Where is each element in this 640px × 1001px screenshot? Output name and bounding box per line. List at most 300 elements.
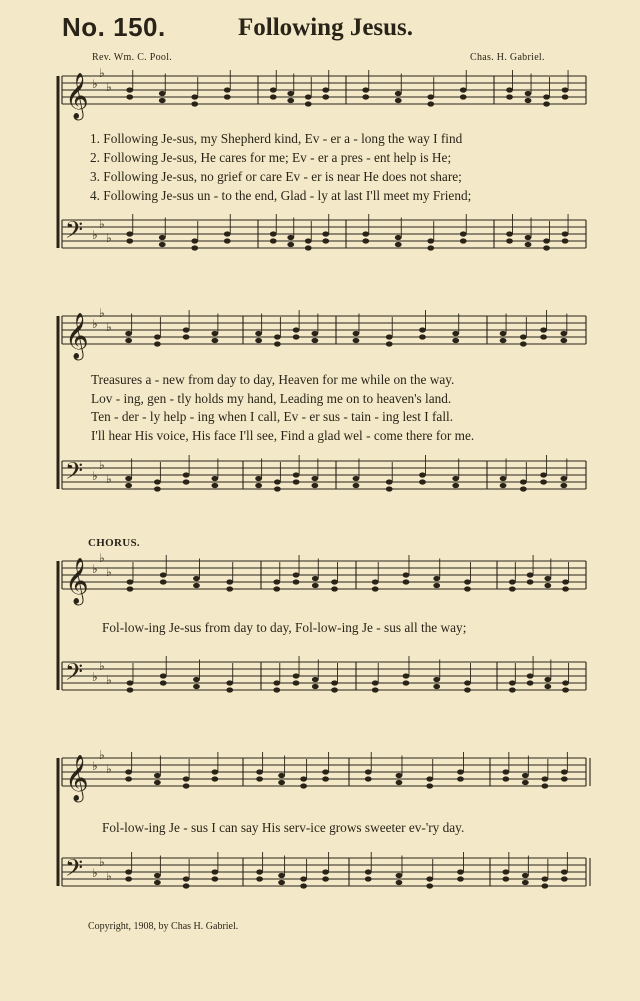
notehead bbox=[312, 684, 319, 689]
notehead bbox=[562, 586, 569, 591]
notehead bbox=[312, 677, 319, 682]
notehead bbox=[255, 483, 262, 488]
notehead bbox=[426, 776, 433, 781]
notehead bbox=[562, 87, 569, 92]
notehead bbox=[522, 873, 529, 878]
notehead bbox=[460, 231, 467, 236]
notehead bbox=[273, 579, 280, 584]
treble-clef-icon: 𝄞 bbox=[65, 73, 89, 119]
notehead bbox=[191, 101, 198, 106]
notehead bbox=[353, 483, 360, 488]
notehead bbox=[506, 231, 513, 236]
notehead bbox=[527, 673, 534, 678]
treble-clef-icon: 𝄞 bbox=[65, 313, 89, 359]
notehead bbox=[365, 769, 372, 774]
flat-icon: ♭ bbox=[92, 562, 98, 576]
notehead bbox=[154, 880, 161, 885]
notehead bbox=[427, 245, 434, 250]
notehead bbox=[287, 242, 294, 247]
bass-clef-icon: 𝄢 bbox=[65, 216, 84, 249]
notehead bbox=[160, 673, 167, 678]
notehead bbox=[183, 479, 190, 484]
flat-icon: ♭ bbox=[106, 320, 112, 334]
notehead bbox=[452, 483, 459, 488]
notehead bbox=[522, 773, 529, 778]
flat-icon: ♭ bbox=[92, 317, 98, 331]
notehead bbox=[540, 327, 547, 332]
notehead bbox=[353, 476, 360, 481]
notehead bbox=[396, 880, 403, 885]
notehead bbox=[520, 334, 527, 339]
verse-1-line-a: 1. Following Je-sus, my Shepherd kind, Ev - er a - long the way I find bbox=[90, 131, 463, 146]
notehead bbox=[457, 869, 464, 874]
notehead bbox=[160, 572, 167, 577]
notehead bbox=[509, 586, 516, 591]
notehead bbox=[362, 231, 369, 236]
notehead bbox=[127, 680, 134, 685]
notehead bbox=[502, 769, 509, 774]
notehead bbox=[293, 572, 300, 577]
notehead bbox=[560, 331, 567, 336]
bass-clef-icon: 𝄢 bbox=[65, 854, 84, 887]
notehead bbox=[331, 680, 338, 685]
notehead bbox=[331, 586, 338, 591]
notehead bbox=[159, 242, 166, 247]
chorus-line-2: Fol-low-ing Je - sus I can say His serv-ice grows sweeter ev-'ry day. bbox=[102, 820, 465, 835]
notehead bbox=[278, 880, 285, 885]
notehead bbox=[365, 776, 372, 781]
notehead bbox=[183, 876, 190, 881]
notehead bbox=[500, 331, 507, 336]
notehead bbox=[211, 483, 218, 488]
notehead bbox=[287, 98, 294, 103]
notehead bbox=[322, 231, 329, 236]
notehead bbox=[211, 869, 218, 874]
notehead bbox=[226, 687, 233, 692]
notehead bbox=[270, 94, 277, 99]
notehead bbox=[322, 87, 329, 92]
notehead bbox=[427, 101, 434, 106]
notehead bbox=[312, 583, 319, 588]
notehead bbox=[362, 238, 369, 243]
notehead bbox=[305, 94, 312, 99]
notehead bbox=[256, 869, 263, 874]
notehead bbox=[509, 680, 516, 685]
flat-icon: ♭ bbox=[99, 748, 105, 762]
treble-clef-icon: 𝄞 bbox=[65, 755, 89, 801]
notehead bbox=[159, 98, 166, 103]
notehead bbox=[160, 680, 167, 685]
notehead bbox=[561, 876, 568, 881]
notehead bbox=[126, 231, 133, 236]
notehead bbox=[191, 245, 198, 250]
notehead bbox=[372, 579, 379, 584]
notehead bbox=[331, 687, 338, 692]
notehead bbox=[520, 479, 527, 484]
flat-icon: ♭ bbox=[99, 306, 105, 320]
notehead bbox=[562, 687, 569, 692]
notehead bbox=[544, 583, 551, 588]
notehead bbox=[331, 579, 338, 584]
notehead bbox=[183, 327, 190, 332]
notehead bbox=[154, 780, 161, 785]
flat-icon: ♭ bbox=[106, 762, 112, 776]
notehead bbox=[256, 776, 263, 781]
notehead bbox=[311, 338, 318, 343]
flat-icon: ♭ bbox=[92, 759, 98, 773]
verse-3-line-b: Ten - der - ly help - ing when I call, Ev - er sus - tain - ing lest I fall. bbox=[91, 409, 454, 424]
notehead bbox=[460, 238, 467, 243]
notehead bbox=[403, 579, 410, 584]
notehead bbox=[427, 94, 434, 99]
notehead bbox=[541, 776, 548, 781]
notehead bbox=[457, 769, 464, 774]
notehead bbox=[544, 576, 551, 581]
notehead bbox=[362, 87, 369, 92]
notehead bbox=[293, 334, 300, 339]
notehead bbox=[226, 586, 233, 591]
notehead bbox=[305, 238, 312, 243]
notehead bbox=[525, 242, 532, 247]
notehead bbox=[183, 883, 190, 888]
notehead bbox=[293, 579, 300, 584]
notehead bbox=[362, 94, 369, 99]
flat-icon: ♭ bbox=[106, 869, 112, 883]
notehead bbox=[226, 680, 233, 685]
notehead bbox=[125, 331, 132, 336]
notehead bbox=[273, 680, 280, 685]
notehead bbox=[543, 94, 550, 99]
notehead bbox=[183, 334, 190, 339]
notehead bbox=[540, 472, 547, 477]
flat-icon: ♭ bbox=[92, 670, 98, 684]
notehead bbox=[305, 245, 312, 250]
notehead bbox=[322, 769, 329, 774]
notehead bbox=[183, 783, 190, 788]
notehead bbox=[311, 331, 318, 336]
notehead bbox=[426, 876, 433, 881]
notehead bbox=[293, 327, 300, 332]
notehead bbox=[396, 873, 403, 878]
notehead bbox=[211, 338, 218, 343]
notehead bbox=[543, 101, 550, 106]
notehead bbox=[211, 776, 218, 781]
notehead bbox=[372, 687, 379, 692]
notehead bbox=[561, 776, 568, 781]
notehead bbox=[527, 579, 534, 584]
hymn-title: Following Jesus. bbox=[238, 14, 414, 41]
flat-icon: ♭ bbox=[99, 551, 105, 565]
flat-icon: ♭ bbox=[99, 855, 105, 869]
notehead bbox=[464, 680, 471, 685]
notehead bbox=[506, 238, 513, 243]
verse-4-line-b: I'll hear His voice, His face I'll see, Find a glad wel - come there for me. bbox=[91, 428, 475, 443]
notehead bbox=[255, 331, 262, 336]
notehead bbox=[365, 876, 372, 881]
notehead bbox=[403, 572, 410, 577]
notehead bbox=[433, 583, 440, 588]
notehead bbox=[522, 780, 529, 785]
verse-2-line-a: 2. Following Je-sus, He cares for me; Ev - er a pres - ent help is He; bbox=[90, 150, 452, 165]
flat-icon: ♭ bbox=[106, 472, 112, 486]
notehead bbox=[464, 586, 471, 591]
notehead bbox=[127, 586, 134, 591]
notehead bbox=[386, 334, 393, 339]
notehead bbox=[386, 341, 393, 346]
notehead bbox=[500, 338, 507, 343]
flat-icon: ♭ bbox=[92, 228, 98, 242]
verse-1-line-b: Treasures a - new from day to day, Heaven for me while on the way. bbox=[91, 372, 455, 387]
notehead bbox=[395, 98, 402, 103]
notehead bbox=[211, 769, 218, 774]
notehead bbox=[270, 238, 277, 243]
flat-icon: ♭ bbox=[99, 458, 105, 472]
copyright-notice: Copyright, 1908, by Chas H. Gabriel. bbox=[88, 921, 239, 932]
notehead bbox=[433, 677, 440, 682]
notehead bbox=[226, 579, 233, 584]
notehead bbox=[300, 783, 307, 788]
notehead bbox=[322, 94, 329, 99]
notehead bbox=[126, 87, 133, 92]
notehead bbox=[395, 242, 402, 247]
notehead bbox=[562, 680, 569, 685]
notehead bbox=[255, 338, 262, 343]
flat-icon: ♭ bbox=[106, 231, 112, 245]
notehead bbox=[287, 235, 294, 240]
notehead bbox=[395, 91, 402, 96]
notehead bbox=[541, 783, 548, 788]
chorus-label: CHORUS. bbox=[88, 537, 140, 549]
notehead bbox=[274, 341, 281, 346]
notehead bbox=[452, 331, 459, 336]
notehead bbox=[527, 572, 534, 577]
notehead bbox=[506, 87, 513, 92]
notehead bbox=[460, 94, 467, 99]
verse-3-line-a: 3. Following Je-sus, no grief or care Ev - er is near He does not share; bbox=[90, 169, 462, 184]
notehead bbox=[193, 576, 200, 581]
notehead bbox=[125, 776, 132, 781]
notehead bbox=[457, 776, 464, 781]
notehead bbox=[278, 773, 285, 778]
flat-icon: ♭ bbox=[106, 80, 112, 94]
notehead bbox=[273, 586, 280, 591]
notehead bbox=[452, 476, 459, 481]
notehead bbox=[502, 776, 509, 781]
notehead bbox=[419, 472, 426, 477]
notehead bbox=[191, 238, 198, 243]
notehead bbox=[125, 769, 132, 774]
notehead bbox=[126, 238, 133, 243]
notehead bbox=[224, 94, 231, 99]
notehead bbox=[211, 876, 218, 881]
notehead bbox=[293, 673, 300, 678]
notehead bbox=[154, 773, 161, 778]
notehead bbox=[560, 483, 567, 488]
notehead bbox=[509, 687, 516, 692]
notehead bbox=[419, 334, 426, 339]
notehead bbox=[154, 486, 161, 491]
notehead bbox=[193, 583, 200, 588]
lyricist-credit: Rev. Wm. C. Pool. bbox=[92, 52, 173, 63]
notehead bbox=[125, 876, 132, 881]
notehead bbox=[125, 869, 132, 874]
notehead bbox=[525, 235, 532, 240]
notehead bbox=[502, 869, 509, 874]
notehead bbox=[502, 876, 509, 881]
notehead bbox=[372, 586, 379, 591]
notehead bbox=[561, 869, 568, 874]
notehead bbox=[426, 783, 433, 788]
notehead bbox=[211, 331, 218, 336]
notehead bbox=[544, 677, 551, 682]
flat-icon: ♭ bbox=[99, 217, 105, 231]
notehead bbox=[160, 579, 167, 584]
notehead bbox=[520, 486, 527, 491]
notehead bbox=[457, 876, 464, 881]
notehead bbox=[300, 876, 307, 881]
notehead bbox=[191, 94, 198, 99]
notehead bbox=[543, 238, 550, 243]
notehead bbox=[386, 486, 393, 491]
notehead bbox=[278, 780, 285, 785]
notehead bbox=[562, 231, 569, 236]
notehead bbox=[540, 479, 547, 484]
notehead bbox=[224, 231, 231, 236]
notehead bbox=[464, 579, 471, 584]
hymn-number: No. 150. bbox=[62, 12, 166, 42]
notehead bbox=[305, 101, 312, 106]
notehead bbox=[527, 680, 534, 685]
notehead bbox=[256, 769, 263, 774]
notehead bbox=[322, 869, 329, 874]
notehead bbox=[460, 87, 467, 92]
notehead bbox=[274, 334, 281, 339]
notehead bbox=[154, 873, 161, 878]
notehead bbox=[365, 869, 372, 874]
flat-icon: ♭ bbox=[99, 659, 105, 673]
notehead bbox=[395, 235, 402, 240]
notehead bbox=[193, 677, 200, 682]
notehead bbox=[543, 245, 550, 250]
notehead bbox=[300, 883, 307, 888]
notehead bbox=[274, 486, 281, 491]
notehead bbox=[287, 91, 294, 96]
notehead bbox=[154, 341, 161, 346]
notehead bbox=[270, 231, 277, 236]
notehead bbox=[353, 331, 360, 336]
notehead bbox=[562, 94, 569, 99]
notehead bbox=[256, 876, 263, 881]
notehead bbox=[224, 87, 231, 92]
notehead bbox=[183, 776, 190, 781]
notehead bbox=[224, 238, 231, 243]
notehead bbox=[452, 338, 459, 343]
notehead bbox=[500, 476, 507, 481]
notehead bbox=[426, 883, 433, 888]
notehead bbox=[403, 680, 410, 685]
notehead bbox=[560, 338, 567, 343]
notehead bbox=[255, 476, 262, 481]
notehead bbox=[322, 776, 329, 781]
notehead bbox=[125, 338, 132, 343]
bass-clef-icon: 𝄢 bbox=[65, 658, 84, 691]
notehead bbox=[562, 238, 569, 243]
notehead bbox=[544, 684, 551, 689]
notehead bbox=[541, 883, 548, 888]
verse-2-line-b: Lov - ing, gen - tly holds my hand, Leading me on to heaven's land. bbox=[91, 391, 452, 406]
notehead bbox=[293, 479, 300, 484]
verse-4-line-a: 4. Following Je-sus un - to the end, Glad - ly at last I'll meet my Friend; bbox=[90, 188, 472, 203]
flat-icon: ♭ bbox=[99, 66, 105, 80]
notehead bbox=[270, 87, 277, 92]
notehead bbox=[396, 780, 403, 785]
notehead bbox=[396, 773, 403, 778]
notehead bbox=[561, 769, 568, 774]
notehead bbox=[540, 334, 547, 339]
notehead bbox=[427, 238, 434, 243]
notehead bbox=[159, 235, 166, 240]
notehead bbox=[312, 576, 319, 581]
notehead bbox=[126, 94, 133, 99]
notehead bbox=[278, 873, 285, 878]
notehead bbox=[159, 91, 166, 96]
notehead bbox=[500, 483, 507, 488]
notehead bbox=[274, 479, 281, 484]
flat-icon: ♭ bbox=[92, 469, 98, 483]
notehead bbox=[211, 476, 218, 481]
notehead bbox=[386, 479, 393, 484]
notehead bbox=[464, 687, 471, 692]
notehead bbox=[127, 687, 134, 692]
notehead bbox=[311, 476, 318, 481]
notehead bbox=[273, 687, 280, 692]
flat-icon: ♭ bbox=[106, 565, 112, 579]
notehead bbox=[560, 476, 567, 481]
notehead bbox=[154, 479, 161, 484]
notehead bbox=[520, 341, 527, 346]
notehead bbox=[541, 876, 548, 881]
notehead bbox=[525, 91, 532, 96]
notehead bbox=[293, 680, 300, 685]
notehead bbox=[522, 880, 529, 885]
notehead bbox=[125, 476, 132, 481]
notehead bbox=[322, 238, 329, 243]
notehead bbox=[127, 579, 134, 584]
notehead bbox=[300, 776, 307, 781]
notehead bbox=[419, 327, 426, 332]
notehead bbox=[154, 334, 161, 339]
notehead bbox=[506, 94, 513, 99]
flat-icon: ♭ bbox=[106, 673, 112, 687]
notehead bbox=[193, 684, 200, 689]
notehead bbox=[403, 673, 410, 678]
flat-icon: ♭ bbox=[92, 77, 98, 91]
notehead bbox=[125, 483, 132, 488]
notehead bbox=[183, 472, 190, 477]
treble-clef-icon: 𝄞 bbox=[65, 558, 89, 604]
composer-credit: Chas. H. Gabriel. bbox=[470, 52, 545, 63]
chorus-line-1: Fol-low-ing Je-sus from day to day, Fol-low-ing Je - sus all the way; bbox=[102, 620, 467, 635]
notehead bbox=[293, 472, 300, 477]
notehead bbox=[322, 876, 329, 881]
notehead bbox=[525, 98, 532, 103]
notehead bbox=[509, 579, 516, 584]
notehead bbox=[433, 576, 440, 581]
flat-icon: ♭ bbox=[92, 866, 98, 880]
notehead bbox=[419, 479, 426, 484]
notehead bbox=[353, 338, 360, 343]
notehead bbox=[311, 483, 318, 488]
